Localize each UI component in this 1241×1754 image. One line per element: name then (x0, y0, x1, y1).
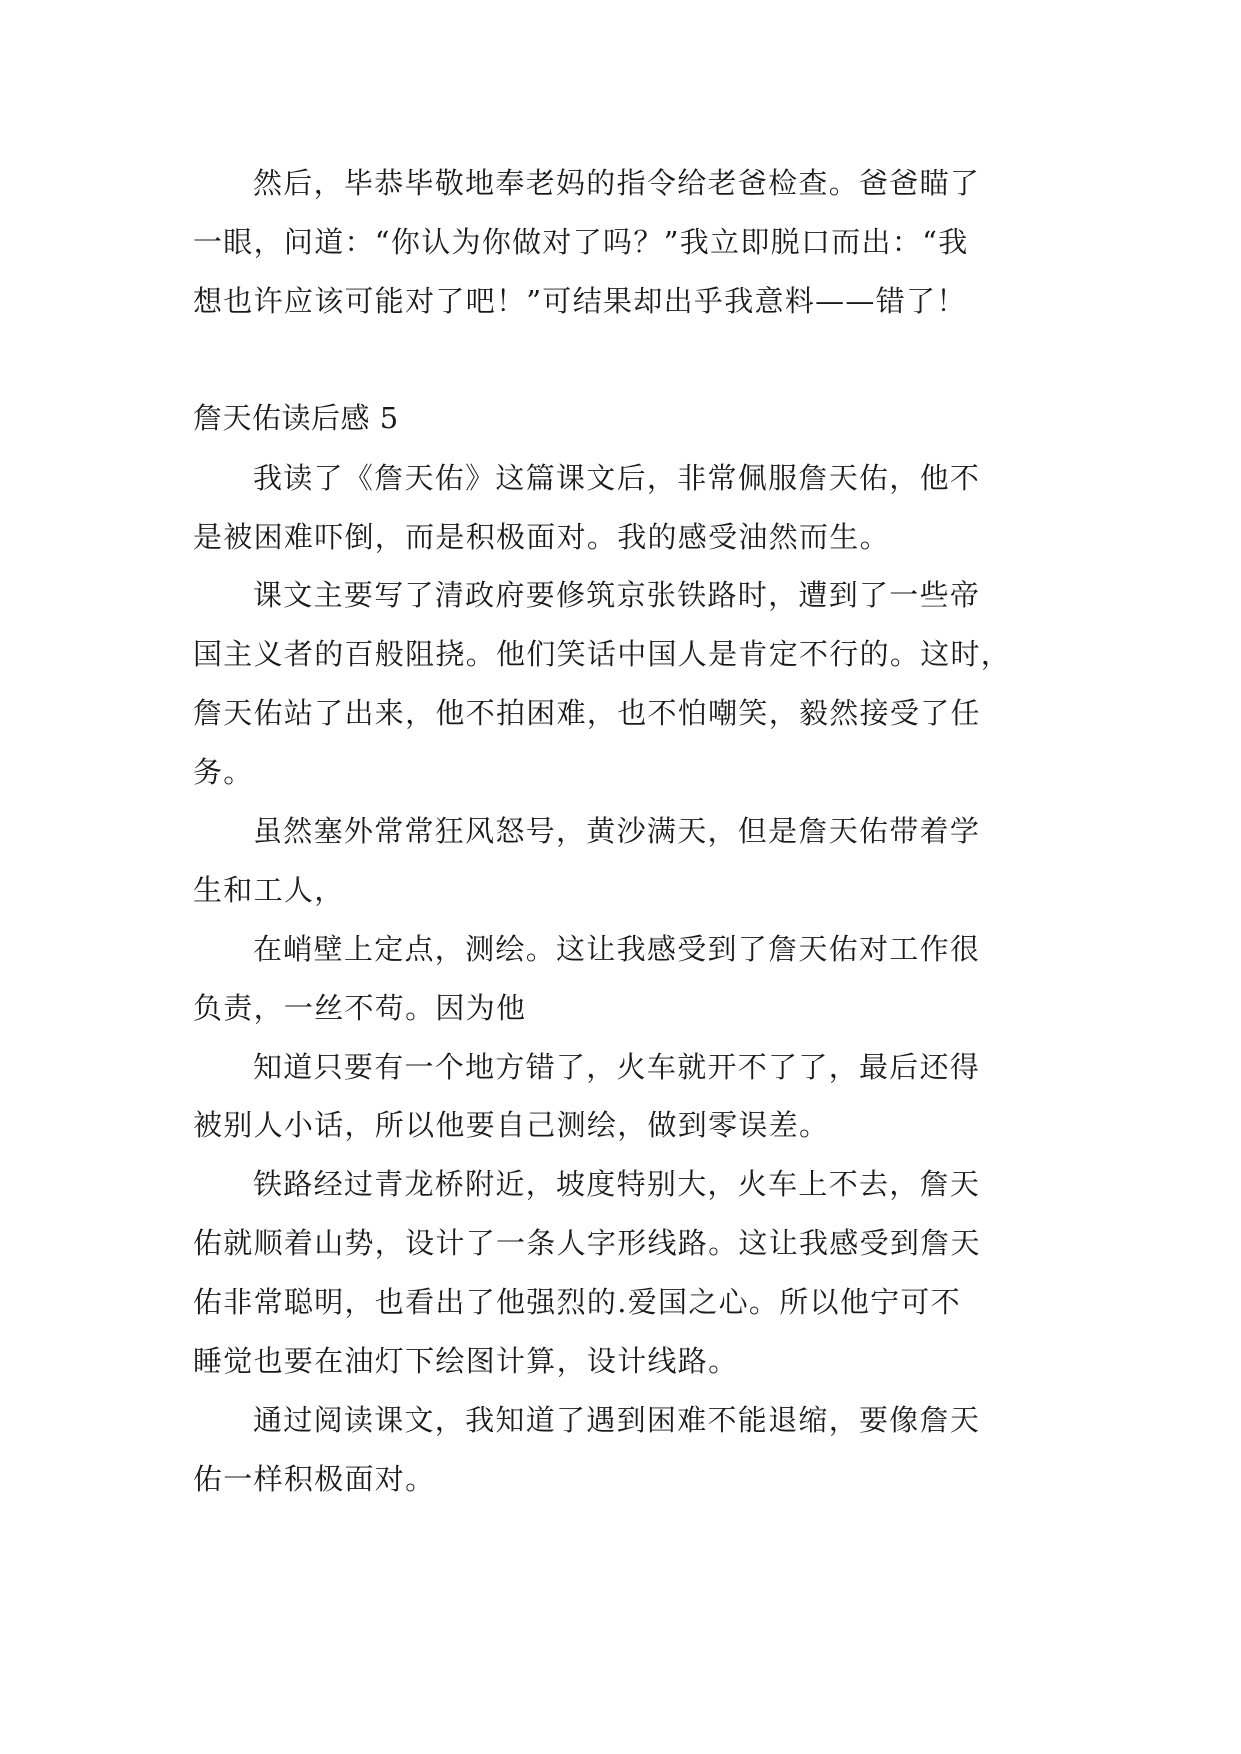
paragraph-line: 被别人小话，所以他要自己测绘，做到零误差。 (193, 1108, 830, 1142)
paragraph-line: 铁路经过青龙桥附近，坡度特别大，火车上不去，詹天 (253, 1167, 981, 1201)
section-heading: 詹天佑读后感 5 (193, 401, 399, 435)
paragraph-line: 是被困难吓倒，而是积极面对。我的感受油然而生。 (193, 520, 890, 554)
paragraph-line: 詹天佑站了出来，他不拍困难，也不怕嘲笑，毅然接受了任 (193, 696, 981, 730)
paragraph-line: 课文主要写了清政府要修筑京张铁路时，遭到了一些帝 (253, 578, 981, 612)
paragraph-line: 务。 (193, 755, 254, 789)
paragraph-line: 睡觉也要在油灯下绘图计算，设计线路。 (193, 1344, 739, 1378)
paragraph-line: 佑一样积极面对。 (193, 1462, 436, 1496)
paragraph-line: 然后，毕恭毕敬地奉老妈的指令给老爸检查。爸爸瞄了 (253, 166, 981, 200)
paragraph-line: 佑就顺着山势，设计了一条人字形线路。这让我感受到詹天 (193, 1226, 981, 1260)
paragraph-line: 通过阅读课文，我知道了遇到困难不能退缩，要像詹天 (253, 1403, 981, 1437)
paragraph-line: 国主义者的百般阻挠。他们笑话中国人是肯定不行的。这时， (193, 637, 1012, 671)
paragraph-line: 生和工人， (193, 873, 345, 907)
paragraph-line: 我读了《詹天佑》这篇课文后，非常佩服詹天佑，他不 (253, 461, 981, 495)
paragraph-line: 虽然塞外常常狂风怒号，黄沙满天，但是詹天佑带着学 (253, 814, 981, 848)
paragraph-line: 佑非常聪明，也看出了他强烈的.爱国之心。所以他宁可不 (193, 1285, 962, 1319)
paragraph-line: 在峭壁上定点，测绘。这让我感受到了詹天佑对工作很 (253, 932, 981, 966)
paragraph-line: 一眼，问道：“你认为你做对了吗？”我立即脱口而出：“我 (193, 225, 969, 259)
paragraph-line: 想也许应该可能对了吧！”可结果却出乎我意料——错了！ (193, 284, 967, 318)
paragraph-line: 知道只要有一个地方错了，火车就开不了了，最后还得 (253, 1050, 981, 1084)
paragraph-line: 负责，一丝不苟。因为他 (193, 991, 527, 1025)
